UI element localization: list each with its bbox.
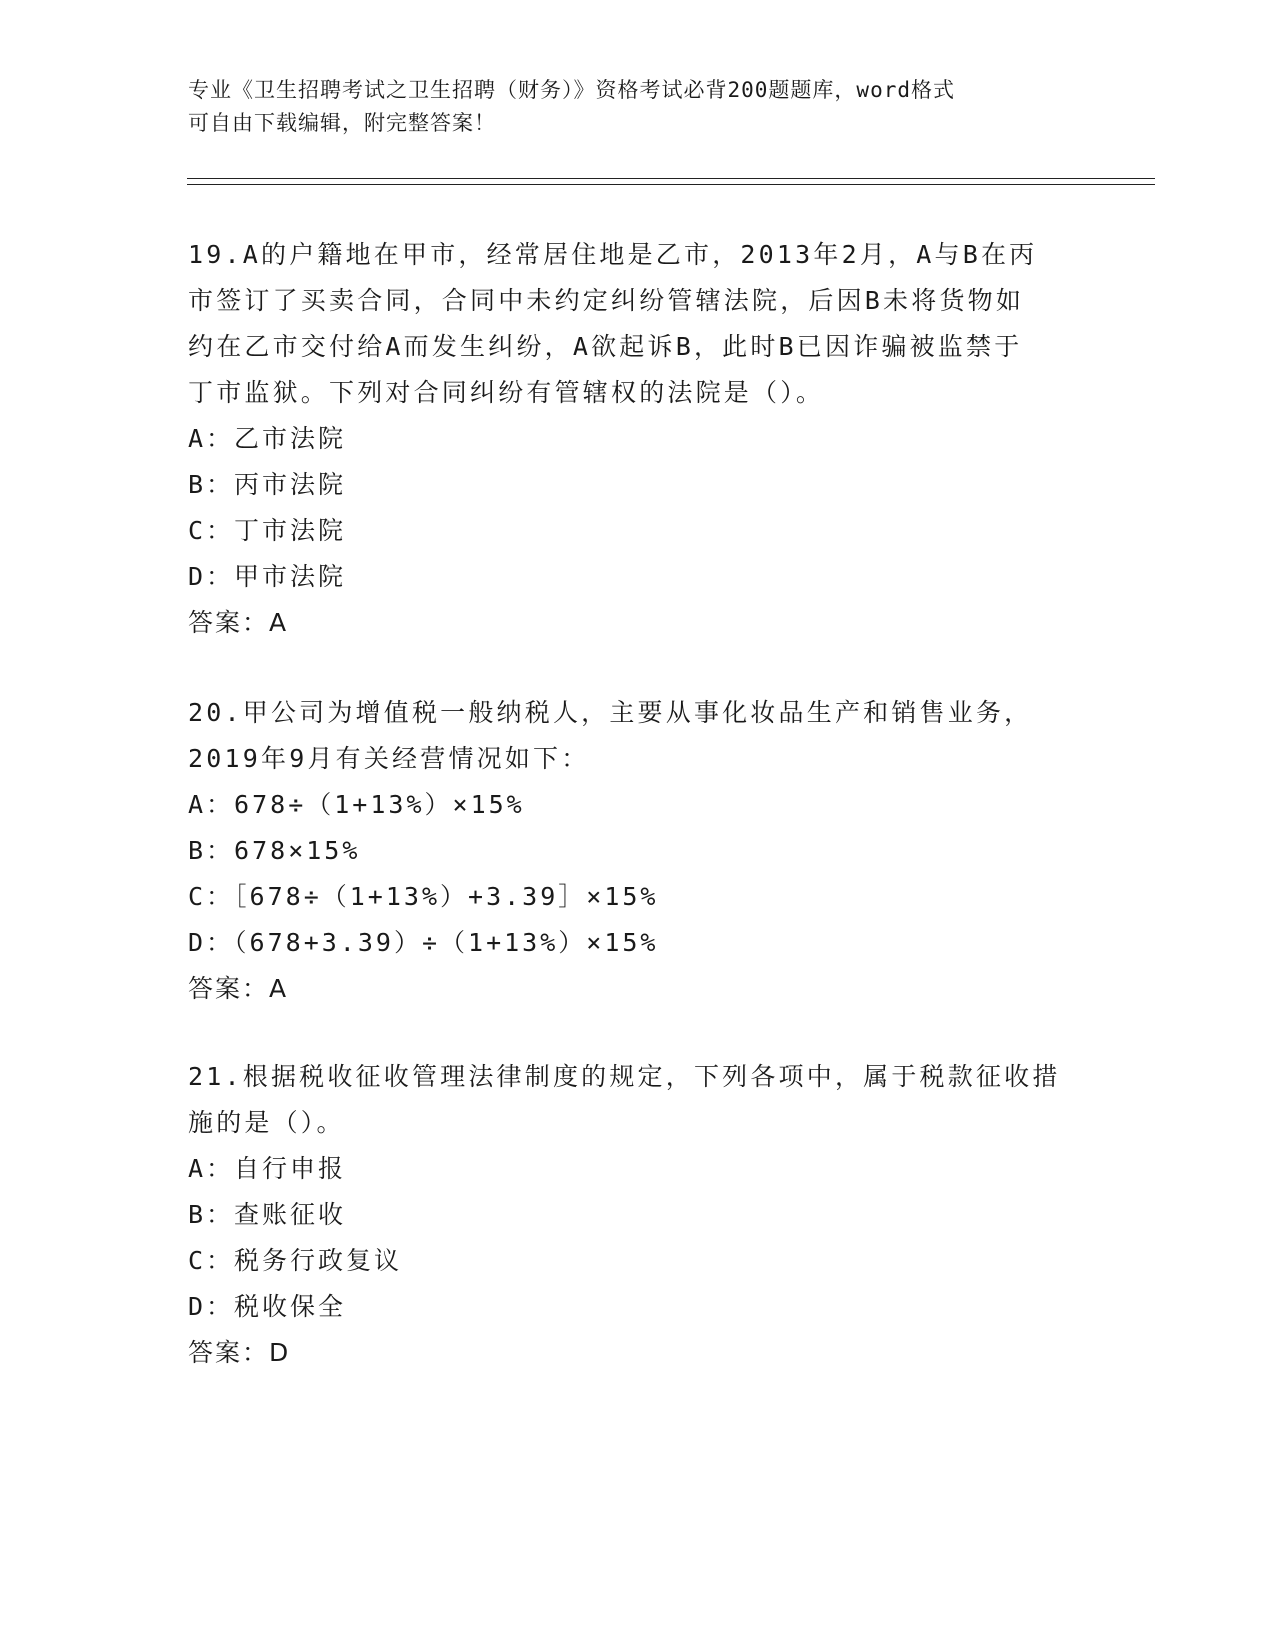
option-b: B：678×15% [188, 836, 361, 865]
question-20 [188, 690, 1088, 1012]
header-title-line-2: 可自由下载编辑，附完整答案！ [188, 111, 496, 135]
option-d: D：（678+3.39）÷（1+13%）×15% [188, 928, 659, 957]
option-a: A：乙市法院 [188, 424, 347, 453]
option-d: D：甲市法院 [188, 562, 347, 591]
answer: 答案：A [188, 974, 289, 1003]
header-divider-bottom [187, 184, 1155, 185]
question-text [188, 690, 1088, 782]
question-line: 施的是（）。 [188, 1108, 345, 1137]
question-text [188, 232, 1088, 416]
answer: 答案：D [188, 1338, 291, 1367]
option-c: C：［678÷（1+13%）+3.39］×15% [188, 882, 659, 911]
question-19 [188, 232, 1088, 646]
question-line: 约在乙市交付给A而发生纠纷，A欲起诉B，此时B已因诈骗被监禁于 [188, 332, 1023, 361]
question-text [188, 1054, 1088, 1146]
option-a: A：自行申报 [188, 1154, 347, 1183]
question-line: 丁市监狱。下列对合同纠纷有管辖权的法院是（）。 [188, 378, 825, 407]
header-divider-top [187, 178, 1155, 179]
answer: 答案：A [188, 608, 289, 637]
question-21 [188, 1054, 1088, 1376]
question-line: 20.甲公司为增值税一般纳税人，主要从事化妆品生产和销售业务， [188, 698, 1033, 727]
header-title-line-1: 专业《卫生招聘考试之卫生招聘（财务）》资格考试必背200题题库，word格式 [188, 78, 955, 102]
option-b: B：查账征收 [188, 1200, 347, 1229]
option-d: D：税收保全 [188, 1292, 347, 1321]
question-line: 2019年9月有关经营情况如下： [188, 744, 590, 773]
question-line: 19.A的户籍地在甲市，经常居住地是乙市，2013年2月，A与B在丙 [188, 240, 1038, 269]
option-b: B：丙市法院 [188, 470, 347, 499]
question-line: 21.根据税收征收管理法律制度的规定，下列各项中，属于税款征收措 [188, 1062, 1061, 1091]
question-line: 市签订了买卖合同，合同中未约定纠纷管辖法院，后因B未将货物如 [188, 286, 1025, 315]
option-c: C：丁市法院 [188, 516, 347, 545]
option-c: C：税务行政复议 [188, 1246, 403, 1275]
option-a: A：678÷（1+13%）×15% [188, 790, 525, 819]
document-header [188, 74, 1088, 140]
